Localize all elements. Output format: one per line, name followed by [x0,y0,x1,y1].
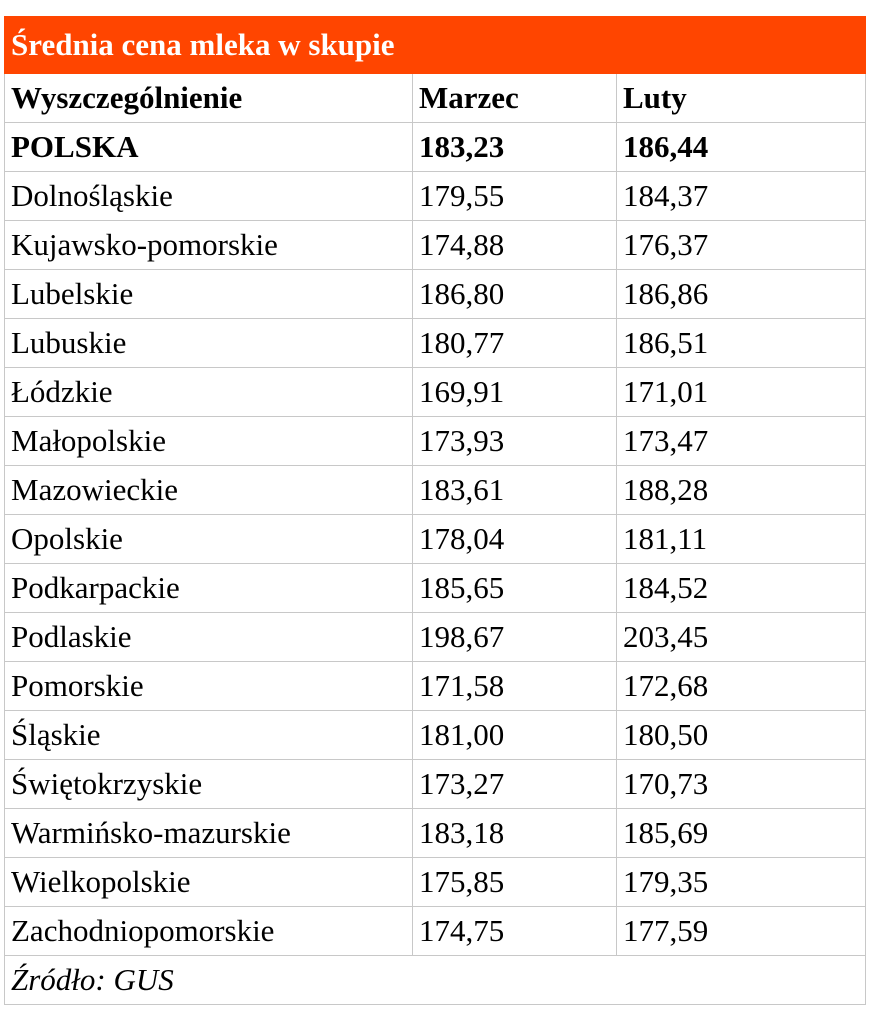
february-value-cell: 181,11 [617,515,866,564]
table-header-row [5,74,866,123]
table-row [5,172,866,221]
milk-price-table [4,16,866,1005]
table-title-row [5,17,866,74]
march-value-cell: 198,67 [413,613,617,662]
february-value-cell: 176,37 [617,221,866,270]
region-cell: Wielkopolskie [5,858,413,907]
region-cell: Pomorskie [5,662,413,711]
march-value-cell: 173,27 [413,760,617,809]
table-row [5,564,866,613]
february-value-cell: 180,50 [617,711,866,760]
february-value-cell: 172,68 [617,662,866,711]
region-cell: Mazowieckie [5,466,413,515]
february-value-cell: 184,37 [617,172,866,221]
column-header-march: Marzec [413,74,617,123]
region-cell: Podkarpackie [5,564,413,613]
march-value-cell: 169,91 [413,368,617,417]
march-value-cell: 179,55 [413,172,617,221]
table-row [5,221,866,270]
february-value-cell: 188,28 [617,466,866,515]
table-row [5,319,866,368]
table-row [5,466,866,515]
table-row [5,760,866,809]
march-value-cell: 183,23 [413,123,617,172]
table-row [5,858,866,907]
march-value-cell: 183,61 [413,466,617,515]
table-row [5,368,866,417]
table-row [5,417,866,466]
february-value-cell: 171,01 [617,368,866,417]
column-header-february: Luty [617,74,866,123]
february-value-cell: 170,73 [617,760,866,809]
february-value-cell: 203,45 [617,613,866,662]
region-cell: Podlaskie [5,613,413,662]
table-title: Średnia cena mleka w skupie [5,17,866,74]
price-table-container [4,16,865,1005]
region-cell: Zachodniopomorskie [5,907,413,956]
february-value-cell: 179,35 [617,858,866,907]
march-value-cell: 171,58 [413,662,617,711]
table-row [5,123,866,172]
table-row [5,270,866,319]
region-cell: Lubelskie [5,270,413,319]
table-row [5,711,866,760]
table-row [5,613,866,662]
february-value-cell: 185,69 [617,809,866,858]
march-value-cell: 173,93 [413,417,617,466]
march-value-cell: 183,18 [413,809,617,858]
region-cell: Śląskie [5,711,413,760]
march-value-cell: 175,85 [413,858,617,907]
region-cell: Świętokrzyskie [5,760,413,809]
region-cell: Łódzkie [5,368,413,417]
march-value-cell: 185,65 [413,564,617,613]
table-row [5,809,866,858]
march-value-cell: 181,00 [413,711,617,760]
february-value-cell: 186,51 [617,319,866,368]
region-cell: Warmińsko-mazurskie [5,809,413,858]
region-cell: Lubuskie [5,319,413,368]
column-header-region: Wyszczególnienie [5,74,413,123]
march-value-cell: 186,80 [413,270,617,319]
region-cell: Małopolskie [5,417,413,466]
february-value-cell: 186,44 [617,123,866,172]
march-value-cell: 174,88 [413,221,617,270]
march-value-cell: 178,04 [413,515,617,564]
table-row [5,907,866,956]
source-row [5,956,866,1005]
table-row [5,662,866,711]
march-value-cell: 180,77 [413,319,617,368]
march-value-cell: 174,75 [413,907,617,956]
region-cell: Dolnośląskie [5,172,413,221]
table-row [5,515,866,564]
february-value-cell: 177,59 [617,907,866,956]
region-cell: Kujawsko-pomorskie [5,221,413,270]
region-cell: POLSKA [5,123,413,172]
source-note: Źródło: GUS [5,956,866,1005]
region-cell: Opolskie [5,515,413,564]
february-value-cell: 186,86 [617,270,866,319]
february-value-cell: 184,52 [617,564,866,613]
february-value-cell: 173,47 [617,417,866,466]
